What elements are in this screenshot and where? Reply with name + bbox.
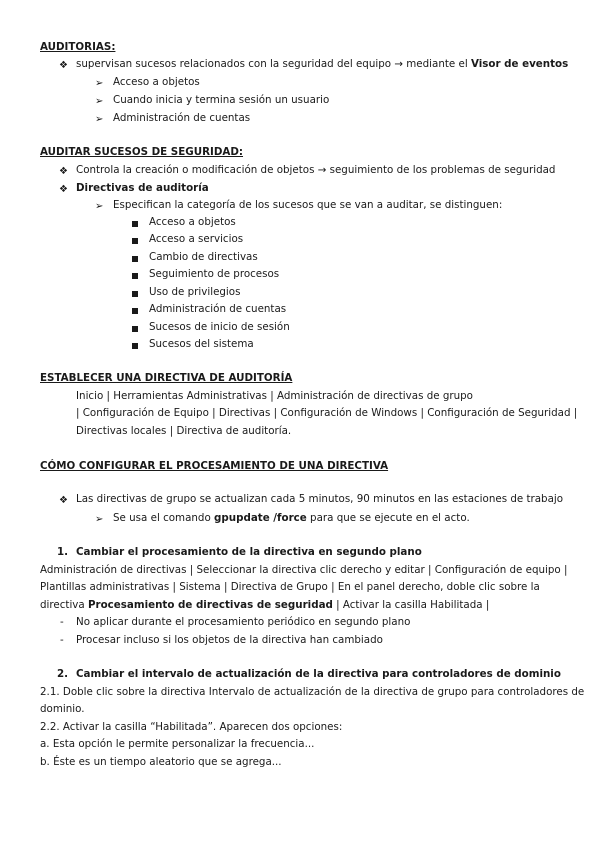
square-bullet-icon	[132, 221, 138, 227]
body-line: 2.2. Activar la casilla “Habilitada”. Aparecen dos opciones:	[40, 721, 343, 733]
body-line: Administración de directivas | Seleccionar la directiva clic derecho y editar | Configuración de equipo |	[40, 564, 568, 576]
diamond-bullet-icon: ❖	[59, 495, 68, 506]
diamond-bullet-icon: ❖	[59, 60, 68, 71]
number-1: 1.	[57, 546, 69, 558]
list-item: Seguimiento de procesos	[149, 268, 280, 280]
list-item: Sucesos de inicio de sesión	[149, 321, 290, 333]
body-text: directiva	[40, 599, 88, 611]
list-item: Acceso a objetos	[149, 216, 236, 228]
list-item: Sucesos del sistema	[149, 338, 254, 350]
heading-auditar-sucesos: AUDITAR SUCESOS DE SEGURIDAD:	[40, 146, 244, 158]
body-text: | Activar la casilla Habilitada |	[332, 599, 490, 611]
dash-item: No aplicar durante el procesamiento periódico en segundo plano	[76, 616, 411, 628]
arrow-bullet-icon: ➢	[95, 201, 104, 212]
command-text: gpupdate /force	[214, 512, 307, 524]
list-item: Acceso a servicios	[149, 233, 244, 245]
sub-item: Acceso a objetos	[113, 76, 200, 88]
list-item: Uso de privilegios	[149, 286, 241, 298]
arrow-bullet-icon: ➢	[95, 114, 104, 125]
body-line: 2.1. Doble clic sobre la directiva Intervalo de actualización de la directiva de grupo para controladores de	[40, 686, 585, 698]
subheading-procesamiento: Cambiar el procesamiento de la directiva en segundo plano	[76, 546, 422, 558]
heading-auditorias: AUDITORIAS:	[40, 41, 116, 53]
arrow-bullet-icon: ➢	[95, 514, 104, 525]
subheading-intervalo: Cambiar el intervalo de actualización de la directiva para controladores de dominio	[76, 668, 561, 680]
sub-text: Se usa el comando	[113, 512, 215, 524]
square-bullet-icon	[132, 326, 138, 332]
bullet-actualizan: Las directivas de grupo se actualizan cada 5 minutos, 90 minutos en las estaciones de trabajo	[76, 493, 564, 505]
bullet-controla: Controla la creación o modificación de objetos → seguimiento de los problemas de seguridad	[76, 164, 556, 176]
heading-como-configurar: CÓMO CONFIGURAR EL PROCESAMIENTO DE UNA DIRECTIVA	[40, 460, 389, 472]
heading-establecer-directiva: ESTABLECER UNA DIRECTIVA DE AUDITORÍA	[40, 372, 293, 384]
square-bullet-icon	[132, 256, 138, 262]
diamond-bullet-icon: ❖	[59, 184, 68, 195]
body-line: dominio.	[40, 703, 85, 715]
dash-item: Procesar incluso si los objetos de la directiva han cambiado	[76, 634, 383, 646]
square-bullet-icon	[132, 273, 138, 279]
square-bullet-icon	[132, 238, 138, 244]
path-line: | Configuración de Equipo | Directivas | Configuración de Windows | Configuración de Seguridad |	[76, 407, 578, 419]
dash-bullet: -	[60, 634, 64, 646]
path-line: Inicio | Herramientas Administrativas | Administración de directivas de grupo	[76, 390, 473, 402]
arrow-bullet-icon: ➢	[95, 96, 104, 107]
number-2: 2.	[57, 668, 69, 680]
path-line: Directivas locales | Directiva de auditoría.	[76, 425, 292, 437]
sub-item: Administración de cuentas	[113, 112, 251, 124]
body-bold-text: Procesamiento de directivas de seguridad	[87, 599, 333, 611]
square-bullet-icon	[132, 308, 138, 314]
bullet-directivas-auditoria: Directivas de auditoría	[76, 182, 209, 194]
list-item: Administración de cuentas	[149, 303, 287, 315]
body-line: a. Esta opción le permite personalizar la frecuencia...	[40, 738, 315, 750]
dash-bullet: -	[60, 616, 64, 628]
sub-item: Cuando inicia y termina sesión un usuario	[113, 94, 330, 106]
arrow-bullet-icon: ➢	[95, 78, 104, 89]
diamond-bullet-icon: ❖	[59, 166, 68, 177]
bullet-text: supervisan sucesos relacionados con la seguridad del equipo → mediante el	[76, 58, 471, 70]
body-line	[40, 597, 489, 615]
list-item: Cambio de directivas	[149, 251, 258, 263]
body-line: Plantillas administrativas | Sistema | Directiva de Grupo | En el panel derecho, doble clic sobre la	[40, 581, 540, 593]
sub-item-especifican: Especifican la categoría de los sucesos que se van a auditar, se distinguen:	[113, 199, 503, 211]
bullet-bold-text: Visor de eventos	[470, 58, 569, 70]
square-bullet-icon	[132, 291, 138, 297]
sub-item-gpupdate	[113, 510, 470, 528]
sub-text: para que se ejecute en el acto.	[306, 512, 470, 524]
square-bullet-icon	[132, 343, 138, 349]
body-line: b. Éste es un tiempo aleatorio que se agrega...	[40, 756, 282, 768]
bullet-visor-eventos	[76, 56, 568, 74]
